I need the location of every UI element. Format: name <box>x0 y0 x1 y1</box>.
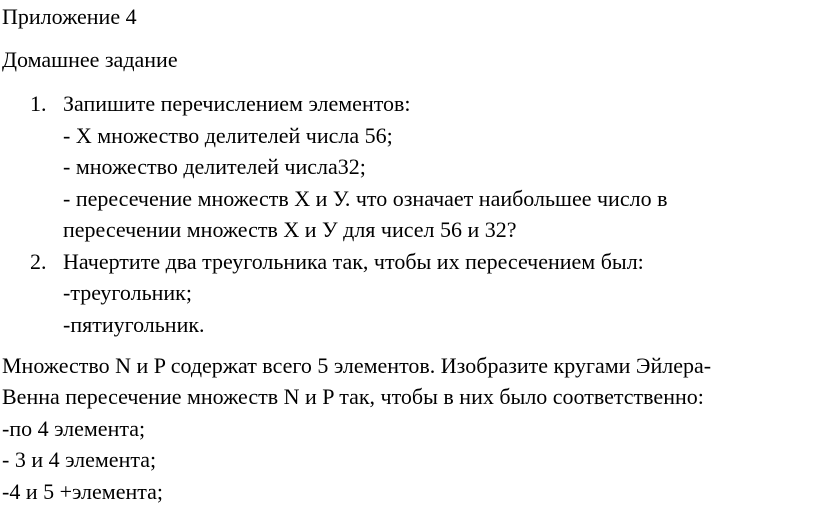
homework-title: Домашнее задание <box>2 47 178 72</box>
paragraph-line-1: Множество N и P содержат всего 5 элементов. Изобразите кругами Эйлера- <box>2 353 712 378</box>
task-1-line-1: Запишите перечислением элементов: <box>63 91 411 116</box>
task-2-line-3: -пятиугольник. <box>63 312 205 337</box>
task-2-line-2: -треугольник; <box>63 280 192 305</box>
task-2-number: 2. <box>30 249 47 274</box>
paragraph-line-4: - 3 и 4 элемента; <box>2 447 157 472</box>
task-1-line-2: - Х множество делителей числа 56; <box>63 123 393 148</box>
appendix-title: Приложение 4 <box>2 4 137 29</box>
task-1-number: 1. <box>30 91 47 116</box>
paragraph-line-3: -по 4 элемента; <box>2 416 146 441</box>
paragraph-line-2: Венна пересечение множеств N и P так, чтобы в них было соответственно: <box>2 384 704 409</box>
paragraph-line-5: -4 и 5 +элемента; <box>2 479 164 504</box>
task-1-line-3: - множество делителей числа32; <box>63 154 366 179</box>
task-2-line-1: Начертите два треугольника так, чтобы их пересечением был: <box>63 249 644 274</box>
task-1-line-5: пересечении множеств Х и У для чисел 56 и 32? <box>63 217 517 242</box>
task-1-line-4: - пересечение множеств Х и У. что означает наибольшее число в <box>63 186 668 211</box>
